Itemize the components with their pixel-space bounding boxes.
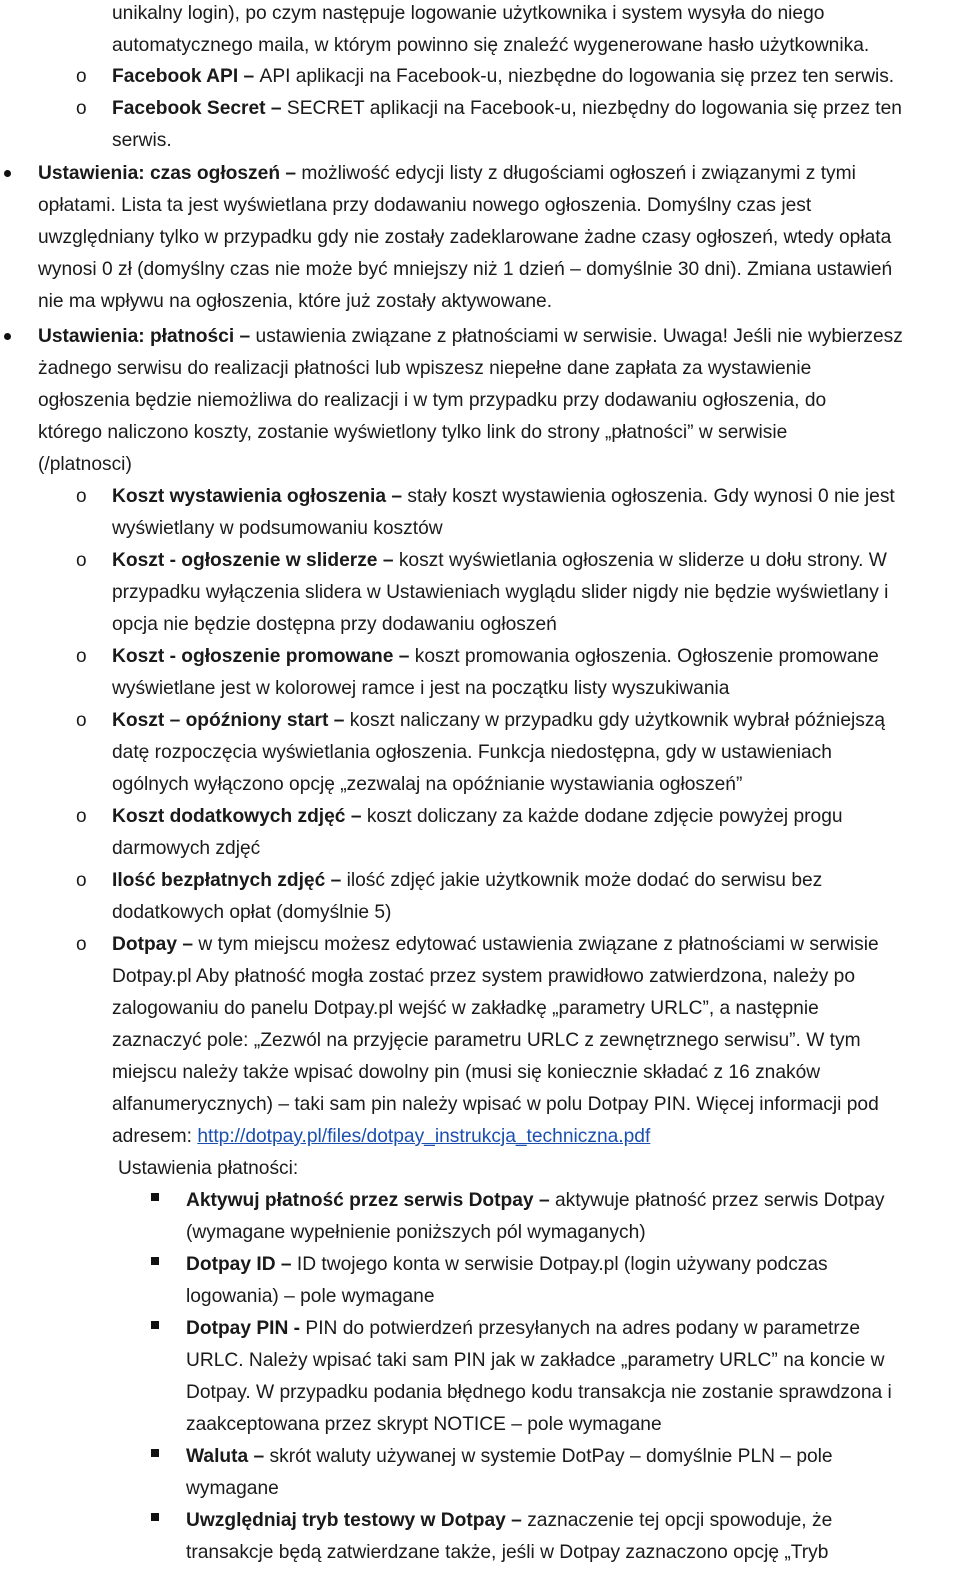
facebook-secret-item: Facebook Secret – SECRET aplikacji na Facebook-u, niezbędny do logowania się przez ten	[112, 98, 902, 119]
platnosci-item: Ustawienia: płatności – ustawienia związane z płatnościami w serwisie. Uwaga! Jeśli nie wybierzesz	[38, 326, 903, 347]
circle-bullet-icon: o	[76, 66, 87, 87]
koszt-slider-label: Koszt - ogłoszenie w sliderze	[112, 550, 378, 571]
dotpay-pin-line-2: URLC. Należy wpisać taki sam PIN jak w zakładce „parametry URLC” na koncie w	[186, 1350, 885, 1371]
koszt-wystawienia-item: Koszt wystawienia ogłoszenia – stały koszt wystawienia ogłoszenia. Gdy wynosi 0 nie jest	[112, 486, 895, 507]
tryb-testowy-label: Uwzględniaj tryb testowy w Dotpay	[186, 1510, 506, 1531]
koszt-slider-line-2: przypadku wyłączenia slidera w Ustawieniach wyglądu slider nigdy nie będzie wyświetlany i	[112, 582, 889, 603]
dotpay-line-2: Dotpay.pl Aby płatność mogła zostać przez system prawidłowo zatwierdzona, należy po	[112, 966, 855, 987]
facebook-api-item: Facebook API – API aplikacji na Facebook-u, niezbędne do logowania się przez ten serwis.	[112, 66, 895, 87]
aktywuj-item: Aktywuj płatność przez serwis Dotpay – aktywuje płatność przez serwis Dotpay	[186, 1190, 885, 1211]
facebook-api-label: Facebook API	[112, 66, 239, 87]
tryb-testowy-item: Uwzględniaj tryb testowy w Dotpay – zaznaczenie tej opcji spowoduje, że	[186, 1510, 833, 1531]
intro-line-2: automatycznego maila, w którym powinno się znaleźć wygenerowane hasło użytkownika.	[112, 35, 870, 56]
koszt-promowane-item: Koszt - ogłoszenie promowane – koszt promowania ogłoszenia. Ogłoszenie promowane	[112, 646, 879, 667]
czas-ogloszen-item: Ustawienia: czas ogłoszeń – możliwość edycji listy z długościami ogłoszeń i związanymi z tymi	[38, 163, 856, 184]
tryb-testowy-line-2: transakcje będą zatwierdzane także, jeśli w Dotpay zaznaczono opcję „Tryb	[186, 1542, 829, 1563]
dotpay-id-item: Dotpay ID – ID twojego konta w serwisie Dotpay.pl (login używany podczas	[186, 1254, 828, 1275]
waluta-item: Waluta – skrót waluty używanej w systemie DotPay – domyślnie PLN – pole	[186, 1446, 833, 1467]
circle-bullet-icon: o	[76, 486, 87, 507]
dotpay-line-5: miejscu należy także wpisać dowolny pin (musi się koniecznie składać z 16 znaków	[112, 1062, 821, 1083]
platnosci-settings-heading: Ustawienia płatności:	[118, 1158, 299, 1179]
intro-line-1: unikalny login), po czym następuje logowanie użytkownika i system wysyła do niego	[112, 3, 825, 24]
dotpay-id-line-2: logowania) – pole wymagane	[186, 1286, 435, 1307]
dotpay-pin-label: Dotpay PIN -	[186, 1318, 301, 1339]
aktywuj-line-2: (wymagane wypełnienie poniższych pól wymaganych)	[186, 1222, 646, 1243]
circle-bullet-icon: o	[76, 550, 87, 571]
dotpay-pin-line-4: zaakceptowana przez skrypt NOTICE – pole wymagane	[186, 1414, 662, 1435]
dotpay-pin-line-3: Dotpay. W przypadku podania błędnego kodu transakcja nie zostanie sprawdzona i	[186, 1382, 892, 1403]
square-bullet-icon	[151, 1321, 159, 1329]
czas-ogloszen-label: Ustawienia: czas ogłoszeń	[38, 163, 281, 184]
waluta-label: Waluta –	[186, 1446, 265, 1467]
koszt-opozniony-line-3: ogólnych wyłączono opcję „zezwalaj na opóźnianie wystawiania ogłoszeń”	[112, 774, 743, 795]
koszt-zdjec-item: Koszt dodatkowych zdjęć – koszt doliczany za każde dodane zdjęcie powyżej progu	[112, 806, 843, 827]
koszt-opozniony-line-2: datę rozpoczęcia wyświetlania ogłoszenia. Funkcja niedostępna, gdy w ustawieniach	[112, 742, 832, 763]
dotpay-line-3: zalogowaniu do panelu Dotpay.pl wejść w zakładkę „parametry URLC”, a następnie	[112, 998, 819, 1019]
platnosci-line-5: (/platnosci)	[38, 454, 132, 475]
square-bullet-icon	[151, 1449, 159, 1457]
ilosc-zdjec-line-2: dodatkowych opłat (domyślnie 5)	[112, 902, 392, 923]
facebook-secret-text-2: serwis.	[112, 130, 172, 151]
koszt-promowane-line-2: wyświetlane jest w kolorowej ramce i jest na początku listy wyszukiwania	[112, 678, 730, 699]
facebook-secret-label: Facebook Secret	[112, 98, 266, 119]
platnosci-line-4: którego naliczono koszty, zostanie wyświetlony tylko link do strony „płatności” w serwisie	[38, 422, 788, 443]
platnosci-line-2: żadnego serwisu do realizacji płatności lub wpiszesz niepełne dane zapłata za wystawienie	[38, 358, 812, 379]
koszt-slider-item: Koszt - ogłoszenie w sliderze – koszt wyświetlania ogłoszenia w sliderze u dołu strony. W	[112, 550, 887, 571]
czas-ogloszen-line-2: opłatami. Lista ta jest wyświetlana przy dodawaniu nowego ogłoszenia. Domyślny czas jest	[38, 195, 812, 216]
koszt-promowane-label: Koszt - ogłoszenie promowane	[112, 646, 394, 667]
circle-bullet-icon: o	[76, 806, 87, 827]
dotpay-line-6: alfanumerycznych) – taki sam pin należy wpisać w polu Dotpay PIN. Więcej informacji pod	[112, 1094, 879, 1115]
circle-bullet-icon: o	[76, 98, 87, 119]
waluta-line-2: wymagane	[186, 1478, 279, 1499]
square-bullet-icon	[151, 1257, 159, 1265]
ilosc-zdjec-label: Ilość bezpłatnych zdjęć	[112, 870, 326, 891]
czas-ogloszen-line-5: nie ma wpływu na ogłoszenia, które już zostały aktywowane.	[38, 291, 553, 312]
dotpay-item: Dotpay – w tym miejscu możesz edytować ustawienia związane z płatnościami w serwisie	[112, 934, 879, 955]
square-bullet-icon	[151, 1193, 159, 1201]
koszt-wystawienia-label: Koszt wystawienia ogłoszenia	[112, 486, 387, 507]
circle-bullet-icon: o	[76, 934, 87, 955]
koszt-slider-line-3: opcja nie będzie dostępna przy dodawaniu ogłoszeń	[112, 614, 557, 635]
aktywuj-label: Aktywuj płatność przez serwis Dotpay	[186, 1190, 534, 1211]
dotpay-line-7: adresem: http://dotpay.pl/files/dotpay_instrukcja_techniczna.pdf	[112, 1126, 651, 1147]
koszt-zdjec-label: Koszt dodatkowych zdjęć	[112, 806, 346, 827]
koszt-opozniony-label: Koszt – opóźniony start	[112, 710, 329, 731]
koszt-wystawienia-line-2: wyświetlany w podsumowaniu kosztów	[112, 518, 443, 539]
disc-bullet-icon	[4, 333, 11, 340]
koszt-zdjec-line-2: darmowych zdjęć	[112, 838, 261, 859]
dotpay-instructions-link[interactable]: http://dotpay.pl/files/dotpay_instrukcja_techniczna.pdf	[197, 1126, 651, 1147]
circle-bullet-icon: o	[76, 870, 87, 891]
dotpay-line-4: zaznaczyć pole: „Zezwól na przyjęcie parametru URLC z zewnętrznego serwisu”. W tym	[112, 1030, 861, 1051]
platnosci-label: Ustawienia: płatności	[38, 326, 235, 347]
circle-bullet-icon: o	[76, 710, 87, 731]
dotpay-pin-item: Dotpay PIN - PIN do potwierdzeń przesyłanych na adres podany w parametrze	[186, 1318, 861, 1339]
koszt-opozniony-item: Koszt – opóźniony start – koszt naliczany w przypadku gdy użytkownik wybrał późniejszą	[112, 710, 886, 731]
platnosci-line-3: ogłoszenia będzie niemożliwa do realizacji i w tym przypadku przy dodawaniu ogłoszenia, do	[38, 390, 827, 411]
czas-ogloszen-line-3: uwzględniany tylko w przypadku gdy nie zostały zadeklarowane żadne czasy ogłoszeń, wtedy opłata	[38, 227, 892, 248]
facebook-secret-text: SECRET aplikacji na Facebook-u, niezbędny do logowania się przez ten	[286, 98, 902, 119]
czas-ogloszen-line-4: wynosi 0 zł (domyślny czas nie może być mniejszy niż 1 dzień – domyślnie 30 dni). Zmiana ustawień	[38, 259, 893, 280]
ilosc-zdjec-item: Ilość bezpłatnych zdjęć – ilość zdjęć jakie użytkownik może dodać do serwisu bez	[112, 870, 823, 891]
disc-bullet-icon	[4, 170, 11, 177]
square-bullet-icon	[151, 1513, 159, 1521]
facebook-api-text: API aplikacji na Facebook-u, niezbędne do logowania się przez ten serwis.	[259, 66, 895, 87]
circle-bullet-icon: o	[76, 646, 87, 667]
dotpay-id-label: Dotpay ID –	[186, 1254, 292, 1275]
dotpay-label: Dotpay	[112, 934, 178, 955]
